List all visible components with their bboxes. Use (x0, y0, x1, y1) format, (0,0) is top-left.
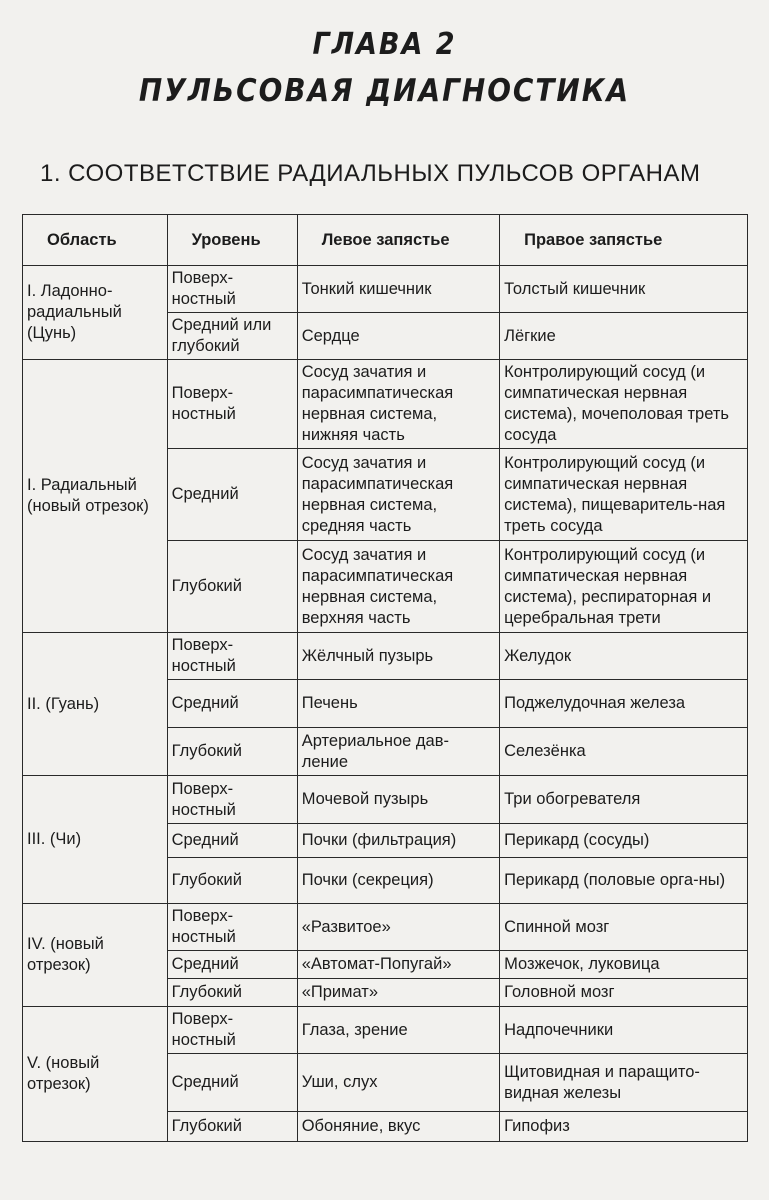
area-cell: III. (Чи) (23, 776, 168, 904)
header-left-wrist: Левое запястье (297, 215, 499, 266)
left-wrist-cell: Жёлчный пузырь (297, 633, 499, 680)
left-wrist-cell: Уши, слух (297, 1054, 499, 1112)
left-wrist-cell: Сосуд зачатия и парасимпатическая нервная система, нижняя часть (297, 360, 499, 449)
chapter-number: ГЛАВА 2 (312, 27, 457, 62)
table-row (23, 904, 748, 951)
area-cell: IV. (новый отрезок) (23, 904, 168, 1007)
level-cell: Средний или глубокий (167, 313, 297, 360)
right-wrist-cell: Три обогревателя (500, 776, 748, 824)
table-row (23, 776, 748, 824)
area-cell: V. (новый отрезок) (23, 1007, 168, 1142)
level-cell: Средний (167, 1054, 297, 1112)
right-wrist-cell: Толстый кишечник (500, 266, 748, 313)
left-wrist-cell: Мочевой пузырь (297, 776, 499, 824)
area-cell: II. (Гуань) (23, 633, 168, 776)
level-cell: Глубокий (167, 728, 297, 776)
left-wrist-cell: «Примат» (297, 979, 499, 1007)
table-header-row (23, 215, 748, 266)
header-right-wrist: Правое запястье (500, 215, 748, 266)
table-row (23, 633, 748, 680)
left-wrist-cell: Тонкий кишечник (297, 266, 499, 313)
level-cell: Глубокий (167, 979, 297, 1007)
left-wrist-cell: Сосуд зачатия и парасимпатическая нервная система, средняя часть (297, 449, 499, 541)
section-title: 1. СООТВЕТСТВИЕ РАДИАЛЬНЫХ ПУЛЬСОВ ОРГАНАМ (40, 160, 701, 187)
right-wrist-cell: Желудок (500, 633, 748, 680)
level-cell: Поверх-ностный (167, 633, 297, 680)
level-cell: Поверх-ностный (167, 360, 297, 449)
chapter-title: ПУЛЬСОВАЯ ДИАГНОСТИКА (138, 73, 631, 109)
header-area: Область (23, 215, 168, 266)
level-cell: Глубокий (167, 1112, 297, 1142)
table-body (23, 266, 748, 1142)
table-row (23, 360, 748, 449)
left-wrist-cell: Сосуд зачатия и парасимпатическая нервная система, верхняя часть (297, 541, 499, 633)
right-wrist-cell: Перикард (сосуды) (500, 824, 748, 858)
left-wrist-cell: «Развитое» (297, 904, 499, 951)
right-wrist-cell: Селезёнка (500, 728, 748, 776)
level-cell: Средний (167, 449, 297, 541)
right-wrist-cell: Гипофиз (500, 1112, 748, 1142)
header-level: Уровень (167, 215, 297, 266)
right-wrist-cell: Щитовидная и паращито-видная железы (500, 1054, 748, 1112)
left-wrist-cell: Глаза, зрение (297, 1007, 499, 1054)
pulse-correspondence-table (22, 214, 748, 1142)
right-wrist-cell: Перикард (половые орга-ны) (500, 858, 748, 904)
right-wrist-cell: Контролирующий сосуд (и симпатическая нервная система), респираторная и церебральная трети (500, 541, 748, 633)
level-cell: Глубокий (167, 541, 297, 633)
level-cell: Поверх-ностный (167, 904, 297, 951)
level-cell: Глубокий (167, 858, 297, 904)
left-wrist-cell: Почки (фильтрация) (297, 824, 499, 858)
left-wrist-cell: Почки (секреция) (297, 858, 499, 904)
right-wrist-cell: Лёгкие (500, 313, 748, 360)
level-cell: Поверх-ностный (167, 776, 297, 824)
level-cell: Средний (167, 951, 297, 979)
left-wrist-cell: «Автомат-Попугай» (297, 951, 499, 979)
right-wrist-cell: Надпочечники (500, 1007, 748, 1054)
right-wrist-cell: Контролирующий сосуд (и симпатическая нервная система), мочеполовая треть сосуда (500, 360, 748, 449)
table-row (23, 266, 748, 313)
level-cell: Средний (167, 824, 297, 858)
right-wrist-cell: Головной мозг (500, 979, 748, 1007)
level-cell: Поверх-ностный (167, 266, 297, 313)
left-wrist-cell: Печень (297, 680, 499, 728)
left-wrist-cell: Сердце (297, 313, 499, 360)
right-wrist-cell: Контролирующий сосуд (и симпатическая нервная система), пищеваритель-ная треть сосуда (500, 449, 748, 541)
right-wrist-cell: Поджелудочная железа (500, 680, 748, 728)
area-cell: I. Радиальный (новый отрезок) (23, 360, 168, 633)
left-wrist-cell: Обоняние, вкус (297, 1112, 499, 1142)
level-cell: Средний (167, 680, 297, 728)
left-wrist-cell: Артериальное дав-ление (297, 728, 499, 776)
area-cell: I. Ладонно-радиальный (Цунь) (23, 266, 168, 360)
level-cell: Поверх-ностный (167, 1007, 297, 1054)
right-wrist-cell: Мозжечок, луковица (500, 951, 748, 979)
table-row (23, 1007, 748, 1054)
chapter-heading (0, 26, 769, 110)
right-wrist-cell: Спинной мозг (500, 904, 748, 951)
